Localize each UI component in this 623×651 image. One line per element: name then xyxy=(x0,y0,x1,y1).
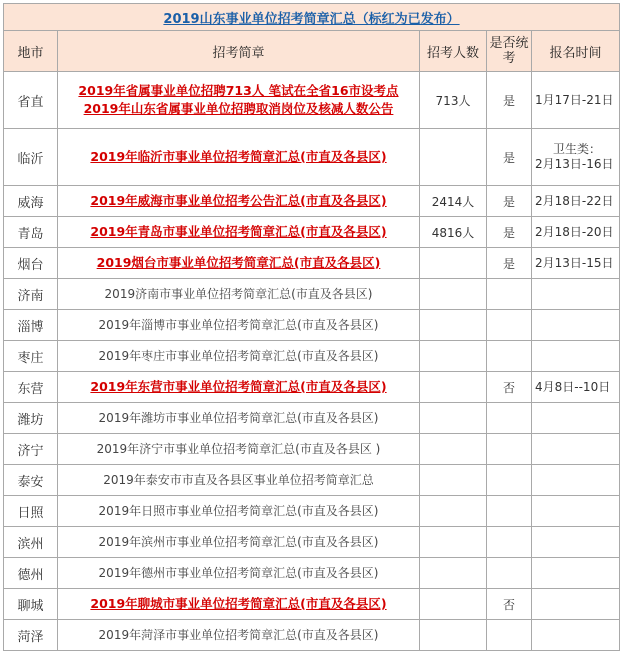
time-cell xyxy=(532,248,620,279)
notice-cell xyxy=(58,341,420,372)
time-text: 卫生类： xyxy=(552,142,601,156)
notice-cell xyxy=(58,527,420,558)
time-cell xyxy=(532,589,620,620)
time-cell xyxy=(532,372,620,403)
city-cell: 菏泽 xyxy=(4,620,58,651)
unified-cell: 否 xyxy=(487,372,532,403)
time-text: 2月18日-22日 xyxy=(535,193,614,208)
time-cell xyxy=(532,465,620,496)
notice-cell xyxy=(58,434,420,465)
count-cell xyxy=(420,434,487,465)
table-title-link[interactable]: 2019山东事业单位招考简章汇总（标红为已发布） xyxy=(163,11,460,27)
city-cell: 临沂 xyxy=(4,129,58,186)
city-cell: 泰安 xyxy=(4,465,58,496)
unified-cell xyxy=(487,496,532,527)
unified-cell xyxy=(487,527,532,558)
count-cell: 713人 xyxy=(420,72,487,129)
city-cell: 济宁 xyxy=(4,434,58,465)
count-cell xyxy=(420,527,487,558)
table-row xyxy=(4,129,620,186)
time-cell xyxy=(532,558,620,589)
count-cell: 4816人 xyxy=(420,217,487,248)
notice-link[interactable]: 2019年聊城市事业单位招考简章汇总(市直及各县区) xyxy=(90,596,387,611)
table-row xyxy=(4,217,620,248)
table-row xyxy=(4,620,620,651)
unified-cell: 是 xyxy=(487,72,532,129)
city-cell: 德州 xyxy=(4,558,58,589)
notice-link[interactable]: 2019年潍坊市事业单位招考简章汇总(市直及各县区) xyxy=(98,411,379,425)
unified-cell: 是 xyxy=(487,217,532,248)
notice-link[interactable]: 2019年青岛市事业单位招考简章汇总(市直及各县区) xyxy=(90,224,387,239)
table-row xyxy=(4,341,620,372)
table-row xyxy=(4,279,620,310)
table-body xyxy=(4,72,620,651)
unified-cell xyxy=(487,620,532,651)
time-text: 2月13日-15日 xyxy=(535,255,614,270)
notice-link[interactable]: 2019烟台市事业单位招考简章汇总(市直及各县区) xyxy=(96,255,381,270)
count-cell xyxy=(420,129,487,186)
notice-link[interactable]: 2019年省属事业单位招聘713人 笔试在全省16市设考点 xyxy=(78,83,399,98)
count-cell xyxy=(420,279,487,310)
notice-cell xyxy=(58,129,420,186)
unified-cell: 是 xyxy=(487,248,532,279)
city-cell: 烟台 xyxy=(4,248,58,279)
unified-cell xyxy=(487,465,532,496)
table-row xyxy=(4,372,620,403)
header-row xyxy=(4,31,620,72)
header-unified: 是否统考 xyxy=(487,31,532,72)
title-row xyxy=(4,4,620,31)
city-cell: 枣庄 xyxy=(4,341,58,372)
count-cell xyxy=(420,372,487,403)
notice-cell xyxy=(58,620,420,651)
notice-cell xyxy=(58,465,420,496)
count-cell xyxy=(420,620,487,651)
notice-link[interactable]: 2019年泰安市市直及各县区事业单位招考简章汇总 xyxy=(103,473,374,487)
table-row xyxy=(4,558,620,589)
time-cell xyxy=(532,341,620,372)
table-title-cell xyxy=(4,4,620,31)
unified-cell xyxy=(487,310,532,341)
notice-cell xyxy=(58,310,420,341)
unified-cell xyxy=(487,558,532,589)
unified-cell xyxy=(487,341,532,372)
time-cell xyxy=(532,279,620,310)
time-cell xyxy=(532,496,620,527)
table-row xyxy=(4,527,620,558)
time-text: 1月17日-21日 xyxy=(535,92,614,107)
time-cell xyxy=(532,620,620,651)
table-row xyxy=(4,403,620,434)
count-cell: 2414人 xyxy=(420,186,487,217)
unified-cell xyxy=(487,403,532,434)
time-cell xyxy=(532,310,620,341)
count-cell xyxy=(420,558,487,589)
table-row xyxy=(4,310,620,341)
city-cell: 滨州 xyxy=(4,527,58,558)
count-cell xyxy=(420,310,487,341)
header-city: 地市 xyxy=(4,31,58,72)
unified-cell: 否 xyxy=(487,589,532,620)
notice-cell xyxy=(58,558,420,589)
table-row xyxy=(4,248,620,279)
count-cell xyxy=(420,465,487,496)
notice-link[interactable]: 2019年济宁市事业单位招考简章汇总(市直及各县区 ) xyxy=(96,442,381,456)
count-cell xyxy=(420,341,487,372)
time-text: 2月13日-16日 xyxy=(535,157,614,171)
time-cell xyxy=(532,434,620,465)
count-cell xyxy=(420,496,487,527)
notice-cell xyxy=(58,496,420,527)
recruitment-summary xyxy=(3,3,619,651)
city-cell: 日照 xyxy=(4,496,58,527)
notice-link[interactable]: 2019年威海市事业单位招考公告汇总(市直及各县区) xyxy=(90,193,387,208)
time-cell xyxy=(532,527,620,558)
notice-cell xyxy=(58,589,420,620)
notice-link[interactable]: 2019年日照市事业单位招考简章汇总(市直及各县区) xyxy=(98,504,379,518)
table-row xyxy=(4,434,620,465)
time-cell xyxy=(532,403,620,434)
notice-link[interactable]: 2019年德州市事业单位招考简章汇总(市直及各县区) xyxy=(98,566,379,580)
table-row xyxy=(4,589,620,620)
city-cell: 潍坊 xyxy=(4,403,58,434)
header-notice: 招考简章 xyxy=(58,31,420,72)
notice-cell xyxy=(58,372,420,403)
notice-link[interactable]: 2019年淄博市事业单位招考简章汇总(市直及各县区) xyxy=(98,318,379,332)
table-row xyxy=(4,186,620,217)
notice-link[interactable]: 2019年山东省属事业单位招聘取消岗位及核减人数公告 xyxy=(83,101,394,116)
time-text: 4月8日--10日 xyxy=(535,379,611,394)
unified-cell: 是 xyxy=(487,186,532,217)
notice-link[interactable]: 2019年枣庄市事业单位招考简章汇总(市直及各县区) xyxy=(98,349,379,363)
notice-link[interactable]: 2019济南市事业单位招考简章汇总(市直及各县区) xyxy=(104,287,373,301)
notice-cell xyxy=(58,217,420,248)
notice-cell xyxy=(58,72,420,129)
time-cell xyxy=(532,129,620,186)
header-time: 报名时间 xyxy=(532,31,620,72)
time-cell xyxy=(532,186,620,217)
time-cell xyxy=(532,72,620,129)
city-cell: 省直 xyxy=(4,72,58,129)
count-cell xyxy=(420,589,487,620)
table-row xyxy=(4,496,620,527)
recruitment-table xyxy=(3,3,620,651)
unified-cell xyxy=(487,434,532,465)
notice-cell xyxy=(58,403,420,434)
city-cell: 威海 xyxy=(4,186,58,217)
count-cell xyxy=(420,403,487,434)
city-cell: 东营 xyxy=(4,372,58,403)
notice-cell xyxy=(58,186,420,217)
notice-link[interactable]: 2019年菏泽市事业单位招考简章汇总(市直及各县区) xyxy=(98,628,379,642)
unified-cell: 是 xyxy=(487,129,532,186)
notice-link[interactable]: 2019年滨州市事业单位招考简章汇总(市直及各县区) xyxy=(98,535,379,549)
city-cell: 淄博 xyxy=(4,310,58,341)
city-cell: 聊城 xyxy=(4,589,58,620)
city-cell: 青岛 xyxy=(4,217,58,248)
time-text: 2月18日-20日 xyxy=(535,224,614,239)
time-cell xyxy=(532,217,620,248)
notice-cell xyxy=(58,279,420,310)
notice-cell xyxy=(58,248,420,279)
table-row xyxy=(4,465,620,496)
unified-cell xyxy=(487,279,532,310)
notice-link[interactable]: 2019年东营市事业单位招考简章汇总(市直及各县区) xyxy=(90,379,387,394)
header-count: 招考人数 xyxy=(420,31,487,72)
city-cell: 济南 xyxy=(4,279,58,310)
notice-link[interactable]: 2019年临沂市事业单位招考简章汇总(市直及各县区) xyxy=(90,149,387,164)
count-cell xyxy=(420,248,487,279)
table-row xyxy=(4,72,620,129)
